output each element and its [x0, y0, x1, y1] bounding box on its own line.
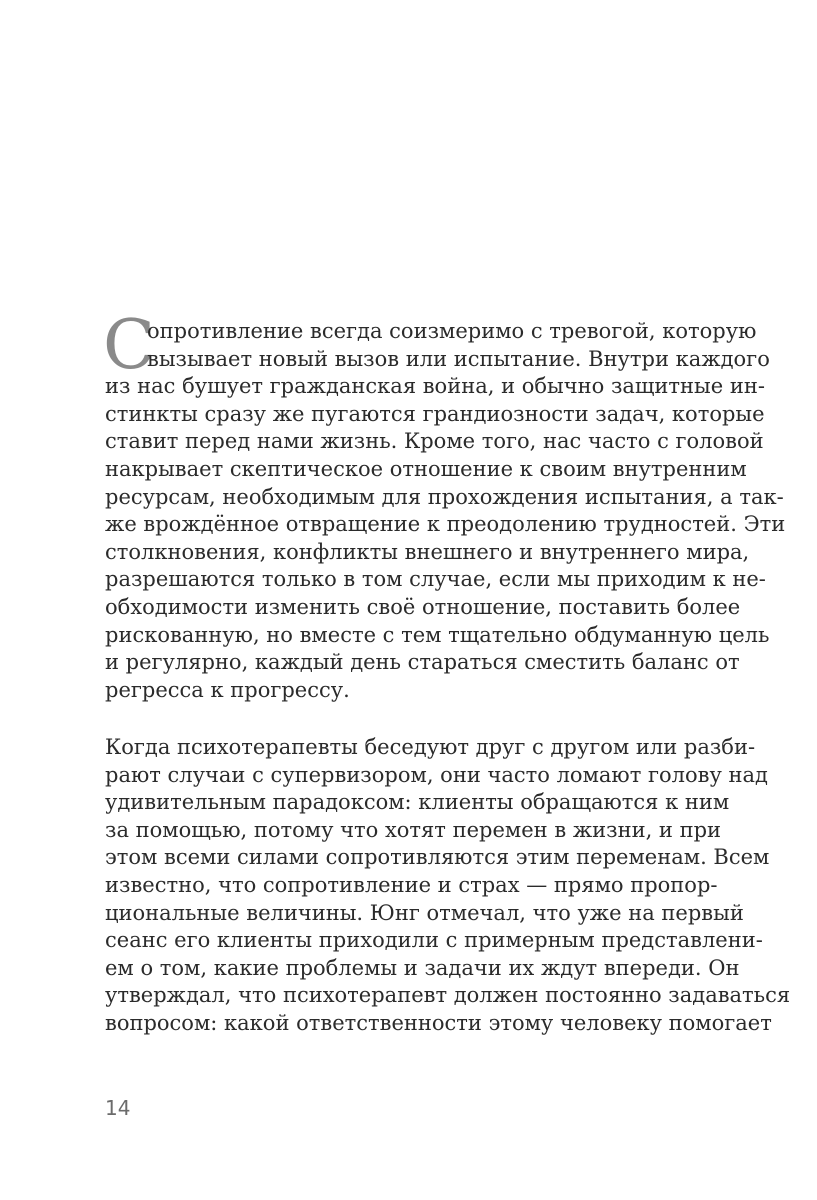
text-line: утверждал, что психотерапевт должен постоянно задаваться — [105, 983, 791, 1008]
paragraph-2 — [105, 734, 791, 1038]
text-line: разрешаются только в том случае, если мы приходим к не- — [105, 567, 766, 592]
text-line: удивительным парадоксом: клиенты обращаются к ним — [105, 790, 730, 815]
text-line: опротивление всегда соизмеримо с тревогой, которую — [147, 319, 757, 343]
text-line: ставит перед нами жизнь. Кроме того, нас часто с головой — [105, 429, 764, 454]
text-line: известно, что сопротивление и страх — прямо пропор- — [105, 872, 718, 897]
text-line: обходимости изменить своё отношение, поставить более — [105, 594, 741, 619]
paragraph-1 — [105, 318, 786, 704]
text-line: этом всеми силами сопротивляются этим переменам. Всем — [105, 845, 770, 870]
drop-cap: С — [103, 306, 156, 385]
text-line: сеанс его клиенты приходили с примерным представлени- — [105, 928, 763, 953]
text-line: и регулярно, каждый день стараться сместить баланс от — [105, 650, 740, 675]
text-line: Когда психотерапевты беседуют друг с другом или разби- — [105, 735, 756, 759]
text-line: рают случаи с супервизором, они часто ломают голову над — [105, 762, 768, 787]
text-line: же врождённое отвращение к преодолению трудностей. Эти — [105, 512, 786, 537]
text-line: ем о том, какие проблемы и задачи их ждут впереди. Он — [105, 955, 740, 980]
page-number: 14 — [105, 1096, 131, 1120]
text-line: столкновения, конфликты внешнего и внутреннего мира, — [105, 539, 750, 564]
text-line: стинкты сразу же пугаются грандиозности задач, которые — [105, 401, 765, 426]
text-line: вызывает новый вызов или испытание. Внутри каждого — [147, 346, 770, 371]
text-line: из нас бушует гражданская война, и обычно защитные ин- — [105, 374, 765, 399]
text-line: рискованную, но вместе с тем тщательно обдуманную цель — [105, 622, 770, 647]
text-line: вопросом: какой ответственности этому человеку помогает — [105, 1010, 772, 1035]
text-line: ресурсам, необходимым для прохождения испытания, а так- — [105, 484, 784, 509]
text-line: накрывает скептическое отношение к своим внутренним — [105, 456, 747, 481]
text-line: за помощью, потому что хотят перемен в жизни, и при — [105, 817, 722, 842]
text-line: циональные величины. Юнг отмечал, что уже на первый — [105, 900, 744, 925]
text-line: регресса к прогрессу. — [105, 677, 350, 702]
